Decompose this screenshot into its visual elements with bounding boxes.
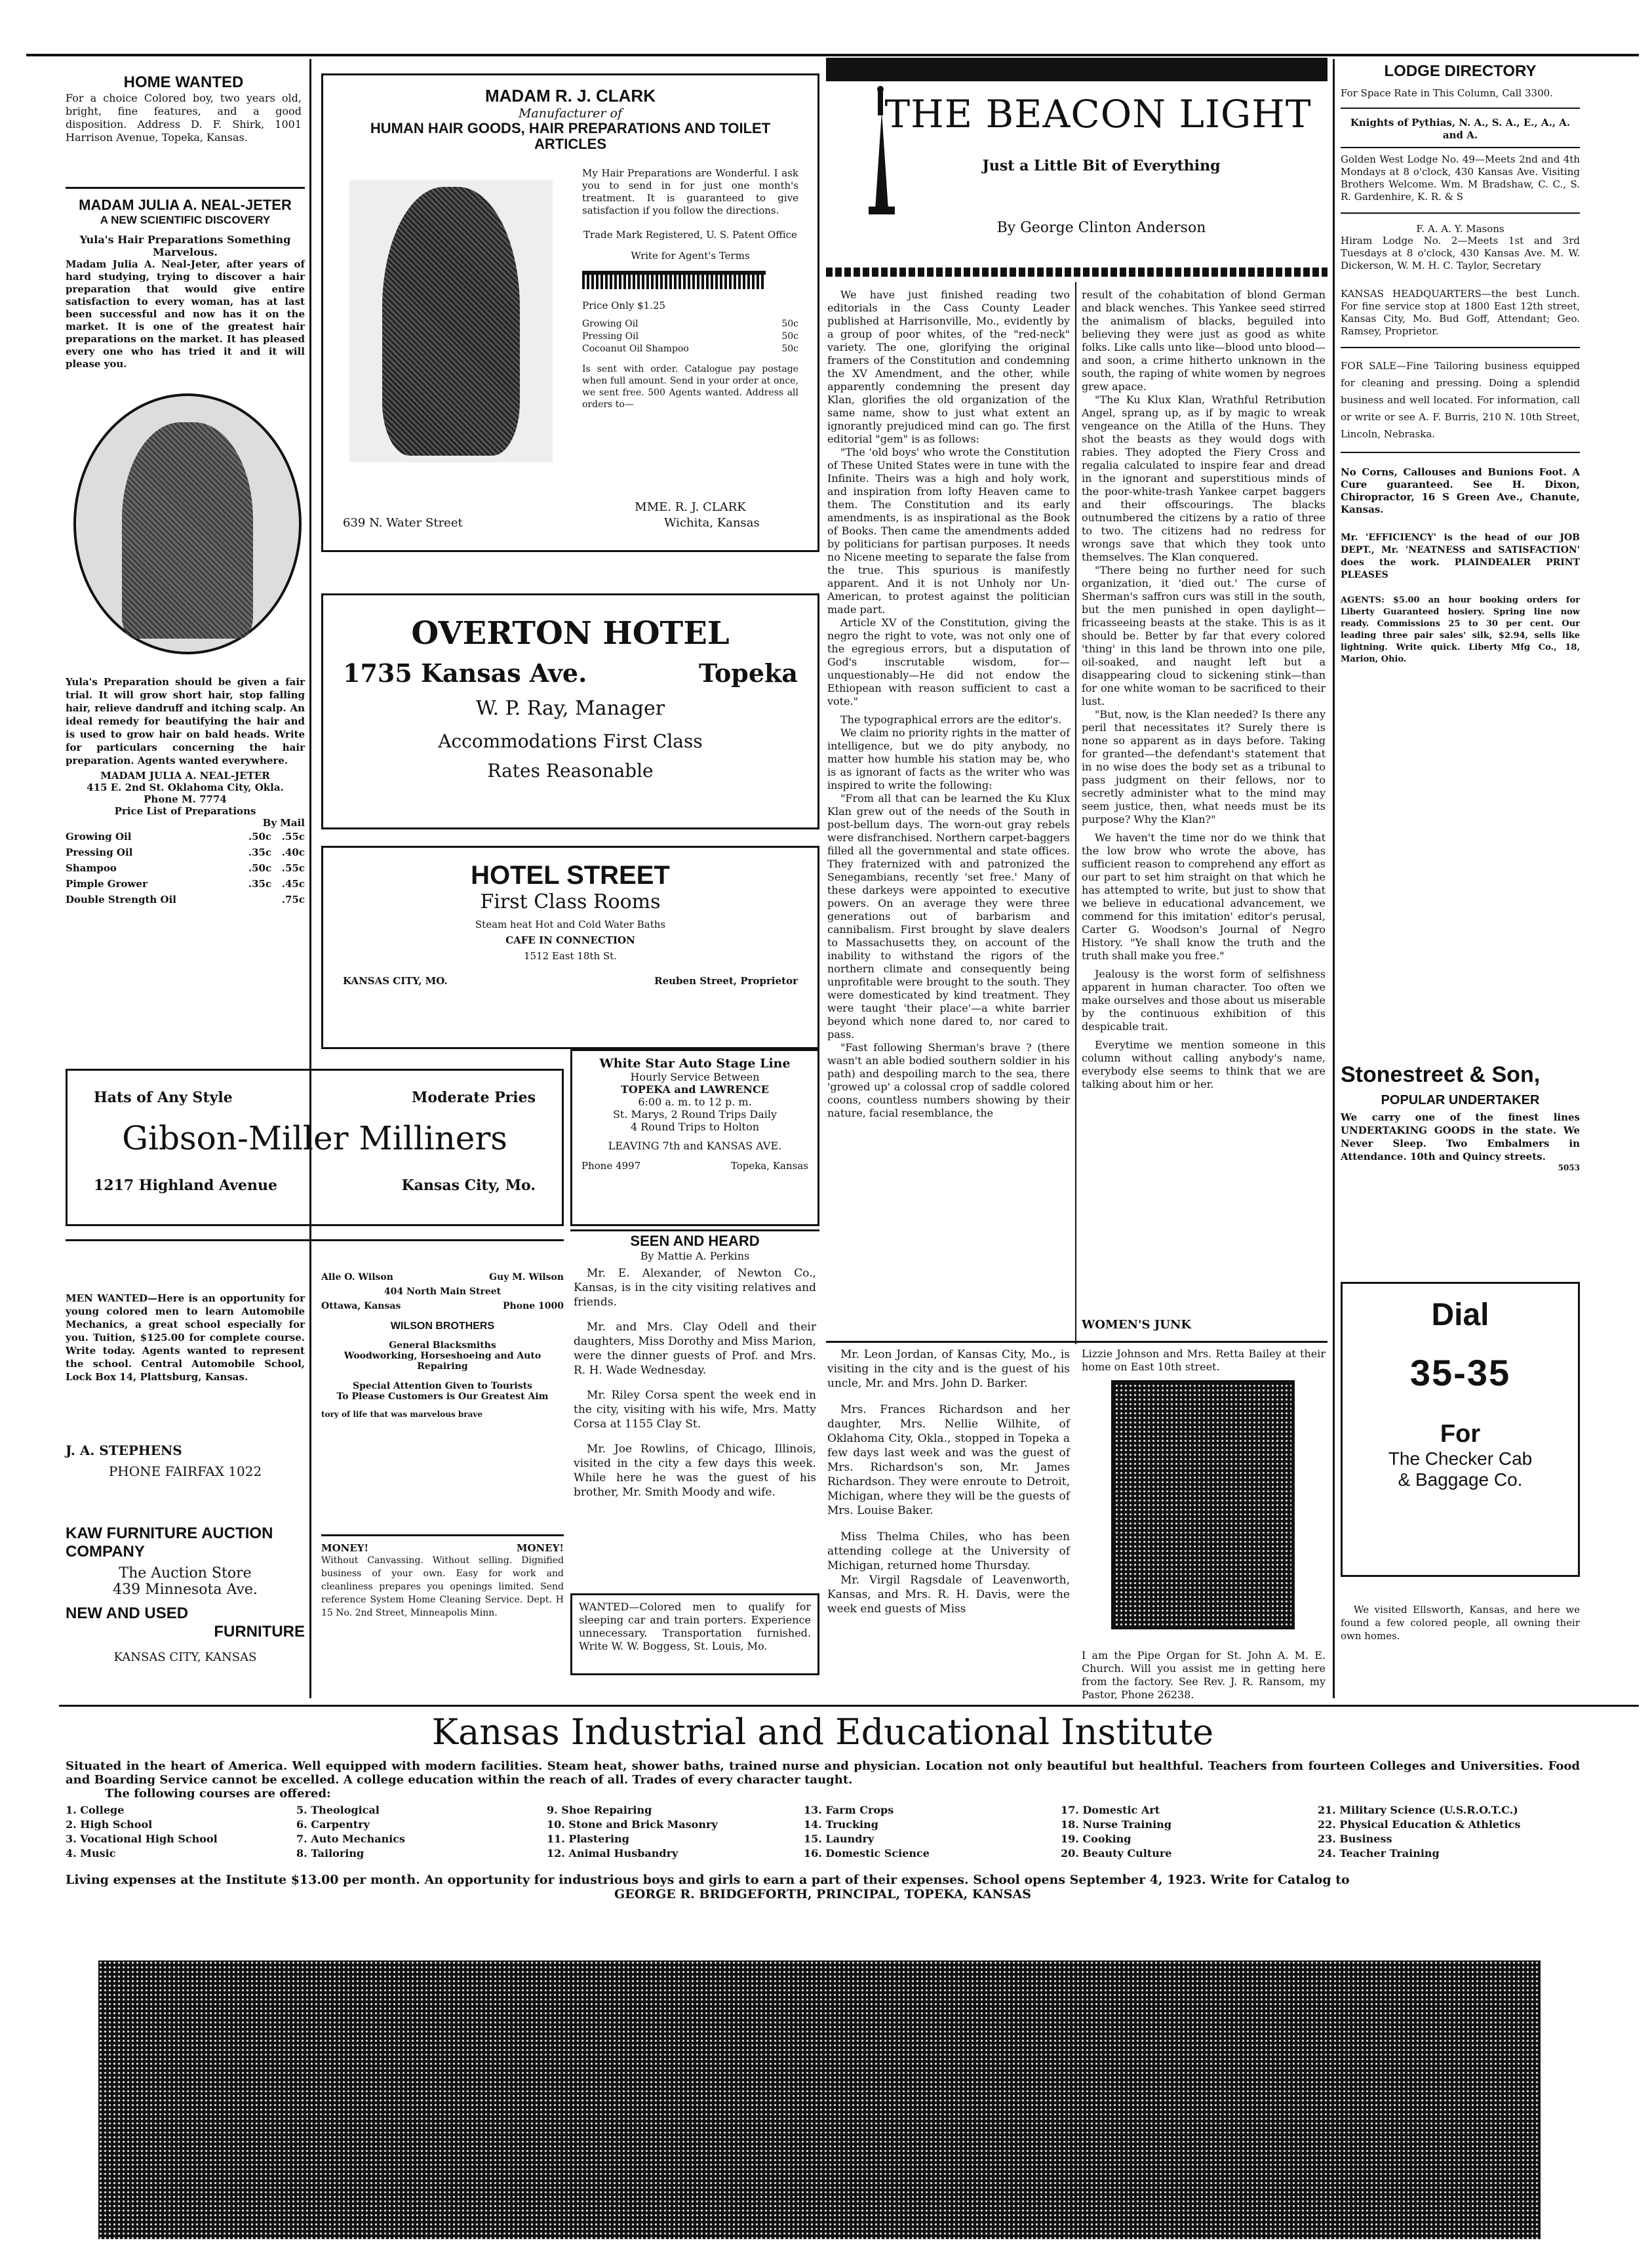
clark-street: 639 N. Water Street [343,516,463,530]
womens-junk: WOMEN'S JUNK [1082,1318,1192,1332]
course-item: 12. Animal Husbandry [547,1847,678,1860]
organ-ad [1082,1347,1326,1701]
home-wanted-body: For a choice Colored boy, two years old, bright, fine features, and a good disposition. Address D. F. Shirk, 1001 Harrison Avenue, Topeka, Kansas. [66,92,302,144]
course-column [66,1803,282,1861]
course-column [296,1803,532,1861]
institute-courses [66,1803,1580,1861]
clark-agents: Write for Agent's Terms [631,250,750,262]
hotel-street-owner: Reuben Street, Proprietor [654,975,798,987]
white-star-ad [570,1049,819,1226]
course-item: 16. Domestic Science [804,1847,930,1860]
hotel-street-subtitle: First Class Rooms [480,890,661,913]
left-column-rule [309,59,311,1698]
clark-price: Price Only $1.25 [582,300,666,311]
course-item: 11. Plastering [547,1833,629,1845]
institute-title: Kansas Industrial and Educational Institute [431,1711,1214,1753]
kaw-l4: FURNITURE [214,1623,305,1641]
divider [1341,347,1580,348]
overton-address: 1735 Kansas Ave. [343,658,587,688]
divider [1341,212,1580,214]
gibson-right: Moderate Pries [412,1089,536,1106]
stephens-name: J. A. STEPHENS [66,1442,182,1458]
comb-icon [582,271,766,289]
lodge-kp: Knights of Pythias, N. A., S. A., E., A., A. and A. [1350,117,1571,141]
wilson-city: Ottawa, Kansas [321,1301,401,1311]
clark-body: My Hair Preparations are Wonderful. I ask you to send in for just one month's treatment. It is guaranteed to give satisfaction if you follow the directions. [582,167,798,216]
clark-trademark: Trade Mark Registered, U. S. Patent Office [583,229,797,241]
kaw-l3: NEW AND USED [66,1604,189,1622]
course-column [1318,1803,1580,1861]
jordan-para: Mr. Leon Jordan, of Kansas City, Mo., is visiting in the city and is the guest of his uncle, Mr. and Mrs. John D. Barker. [827,1348,1070,1390]
course-item: 8. Tailoring [296,1847,364,1860]
beacon-para: "But, now, is the Klan needed? Is there any peril that necessitates it? Surely there is none so apparent as in days before. Taking for granted—the defendant's statement that in no wise does the body set as a tribunal to pass judgment on their fellows, nor to secretly administer what to the mind may seem justice, then, what needs must be its purpose? Why the Klan?" [1082,708,1326,826]
wilson-l5: tory of life that was marvelous brave [321,1410,482,1419]
course-item: 15. Laundry [804,1833,875,1845]
wilson-l3: Special Attention Given to Tourists [352,1381,533,1391]
course-item: 21. Military Science (U.S.R.O.T.C.) [1318,1804,1518,1816]
clark-name: MADAM R. J. CLARK [485,86,656,106]
neal-jeter-phone: Phone M. 7774 [144,793,227,805]
pipe-organ-photo [1111,1380,1295,1629]
stonestreet-ad [1341,1062,1580,1172]
money-body: Without Canvassing. Without selling. Dignified business of your own. Easy for work and cleanliness prepares you openings limited. Send reference System Home Cleaning Service. Dept. H 15 No. 2nd Street, Minneapolis Minn. [321,1555,564,1618]
gibson-address: 1217 Highland Avenue [94,1177,278,1194]
ellsworth-text: We visited Ellsworth, Kansas, and here we found a few colored people, all owning their own homes. [1341,1604,1580,1642]
lodge-forsale: FOR SALE—Fine Tailoring business equipped for cleaning and pressing. Doing a splendid business and well located. For information, call or write or see A. F. Burris, 210 N. 10th Street, Lincoln, Nebraska. [1341,360,1580,440]
overton-manager: W. P. Ray, Manager [475,697,665,720]
neal-jeter-price-list [66,829,305,907]
white-star-l6: LEAVING 7th and KANSAS AVE. [608,1140,782,1152]
hotel-street-l2: CAFE IN CONNECTION [505,934,635,946]
neal-jeter-body-block [66,675,305,907]
institute-top-rule [59,1705,1639,1707]
beacon-bottom-rule [826,1341,1328,1343]
home-wanted-title: HOME WANTED [123,73,244,91]
price-row: Pressing Oil .35c .40c [66,846,305,858]
institute-courses-label: The following courses are offered: [105,1787,331,1800]
jordan-para: Mr. Virgil Ragsdale of Leavenworth, Kansas, and Mrs. R. H. Davis, were the week end guests of Miss [827,1574,1070,1616]
money-left: MONEY! [321,1542,369,1554]
dial-for: For [1440,1420,1481,1448]
neal-jeter-addr-line: 415 E. 2nd St. Oklahoma City, Okla. [87,782,284,793]
kaw-title: KAW FURNITURE AUCTION COMPANY [66,1524,273,1561]
money-ad [321,1542,564,1620]
course-item: 7. Auto Mechanics [296,1833,406,1845]
institute-campus-photo [98,1960,1541,2239]
clark-ad [321,73,819,552]
hotel-street-title: HOTEL STREET [471,861,670,890]
course-item: 23. Business [1318,1833,1392,1845]
lodge-hiram: Hiram Lodge No. 2—Meets 1st and 3rd Tuesdays at 8 o'clock, 430 Kansas Ave. M. W. Dickerson, W. M. H. C. Taylor, Secretary [1341,235,1580,271]
seen-heard-column [574,1233,816,1500]
beacon-para: We have just finished reading two editorials in the Cass County Leader published at Harrisonville, Mo., evidently by a group of poor whites, of the "red-neck" variety. The one, glorifying the original framers of the Constitution and condemning the XV Amendment, and the other, while apparently condemning the present day Klan, glorifies the old organization of the same name, show to just what extent an ignorantly prejudiced mind can go. The first editorial "gem" is as follows: [827,288,1070,445]
divider [570,1229,819,1231]
dial-l2: & Baggage Co. [1398,1469,1523,1490]
clark-item: Pressing Oil 50c [582,331,798,342]
lodge-hq: KANSAS HEADQUARTERS—the best Lunch. For fine service stop at 1800 East 12th street, Kansas City, Mo. Bud Goff, Attendant; Geo. Ramsey, Proprietor. [1341,288,1580,337]
men-wanted-ad [66,1292,305,1383]
beacon-col1 [827,288,1070,1338]
institute-expenses: Living expenses at the Institute $13.00 per month. An opportunity for industrious boys and girls to earn a part of their expenses. School opens September 4, 1923. Write for Catalog to [66,1873,1350,1887]
ellsworth-note [1341,1603,1580,1642]
right-column-rule [1333,59,1335,1698]
beacon-subtitle: Just a Little Bit of Everything [982,157,1221,174]
clark-note: Is sent with order. Catalogue pay postage when full amount. Send in your order at once, we sent free. 500 Agents wanted. Address all orders to— [582,364,798,410]
seen-heard-para: Mr. Riley Corsa spent the week end in the city, visiting with his wife, Mrs. Matty Corsa at 1155 Clay St. [574,1389,816,1431]
kaw-city: KANSAS CITY, KANSAS [113,1650,257,1664]
institute-principal: GEORGE R. BRIDGEFORTH, PRINCIPAL, TOPEKA, KANSAS [614,1887,1031,1901]
organ-text: I am the Pipe Organ for St. John A. M. E. Church. Will you assist me in getting here from the factory. See Rev. J. R. Ransom, my Pastor, Phone 26238. [1082,1649,1326,1701]
clark-items [582,318,798,355]
course-item: 13. Farm Crops [804,1804,894,1816]
portrait-shading [382,187,520,456]
overton-city: Topeka [699,658,798,688]
neal-jeter-portrait [73,393,302,654]
jordan-column [827,1347,1070,1616]
clark-portrait [349,180,553,462]
overton-title: OVERTON HOTEL [411,615,730,652]
stephens-phone: PHONE FAIRFAX 1022 [108,1463,262,1479]
divider [1341,108,1580,109]
home-wanted-ad [66,73,302,144]
seen-heard-para: Mr. E. Alexander, of Newton Co., Kansas, is in the city visiting relatives and friends. [574,1267,816,1309]
neal-jeter-list-title: Price List of Preparations [114,805,256,817]
gibson-miller-ad [66,1069,564,1226]
course-item: 20. Beauty Culture [1061,1847,1172,1860]
course-item: 9. Shoe Repairing [547,1804,652,1816]
wilson-ad [321,1272,564,1419]
beacon-para: "The 'old boys' who wrote the Constitution of These United States were in tune with the Infinite. Theirs was a high and holy work, and inspiration from lofty Heaven came to them. The Constitution and its early amendments, is as inspirational as the Book of Books. Then came the amendments added by politicians for partisan purposes. It needs no Nicene meeting to separate the false from the true. This spurious is manifestly apparent. And it is not Unholy nor Un-American, to protest against the politician made part. [827,446,1070,616]
course-item: 18. Nurse Training [1061,1818,1171,1831]
course-item: 3. Vocational High School [66,1833,218,1845]
hotel-street-l1: Steam heat Hot and Cold Water Baths [475,919,666,930]
stonestreet-num: 5053 [1558,1163,1580,1172]
overton-hotel-ad [321,593,819,829]
course-item: 14. Trucking [804,1818,878,1831]
divider [1341,147,1580,148]
seen-heard-byline: By Mattie A. Perkins [640,1250,750,1262]
price-row: Shampoo .50c .55c [66,862,305,874]
beacon-para: "There being no further need for such organization, it 'died out.' The curse of Sherman's saffron curs was still in the south, but the men punished in open daylight—fricasseeing beasts at the stake. This is as it should be. Better by far that every colored 'thing' in this land be thrown into one pile, oil-soaked, and naught left but a disappearing cloud to sickening stink—than for one white woman to be sacrificed to their lust. [1082,564,1326,707]
beacon-para: Article XV of the Constitution, giving the negro the right to vote, was not only one of the egregious errors, but a disputation of God's inscrutable wisdom, for—unquestionably—He did not endow the Ethiopean with reason sufficient to cast a vote." [827,616,1070,707]
lodge-space: For Space Rate in This Column, Call 3300. [1341,87,1553,99]
top-rule [26,54,1639,56]
hotel-street-ad [321,846,819,1049]
lodge-agents: AGENTS: $5.00 an hour booking orders for Liberty Guaranteed hosiery. Spring line now ready. Commissions 25 to 30 per cent. Our leading three pair sales' silk, $2.94, sells like lightning. Write quick. Liberty Mfg Co., 18, Marion, Ohio. [1341,595,1580,664]
white-star-l1: Hourly Service Between [630,1071,760,1083]
course-item: 17. Domestic Art [1061,1804,1160,1816]
wilson-l1: General Blacksmiths [389,1340,496,1351]
lodge-title: LODGE DIRECTORY [1384,62,1537,80]
price-row: Pimple Grower .35c .45c [66,878,305,890]
course-item: 19. Cooking [1061,1833,1131,1845]
neal-jeter-ad [66,197,305,370]
institute-ad [66,1711,1580,1901]
beacon-para: We haven't the time nor do we think that the low brow who wrote the above, has sufficient reason to comprehend any effort as our part to set him straight on that which he has attempted to write, but just to show that we believe in educational advancement, we commend for this imitation' editor's perusal, Carter G. Woodson's Journal of Negro History. "Ye shall know the truth and the truth shall make you free." [1082,831,1326,962]
lodge-golden: Golden West Lodge No. 49—Meets 2nd and 4th Mondays at 8 o'clock, 430 Kansas Ave. Visiting Brothers Welcome. Wm. M Bradshaw, C. C., S. R. Gardenhire, K. R. & S [1341,153,1580,203]
beacon-gutter [1075,282,1076,1344]
clark-item: Cocoanut Oil Shampoo 50c [582,344,798,354]
white-star-phone: Phone 4997 [581,1160,641,1172]
wilson-title: WILSON BROTHERS [390,1321,495,1332]
seen-heard-para: Mr. Joe Rowlins, of Chicago, Illinois, visited in the city a few days this week. While here he was the guest of his brother, Mr. Smith Moody and wife. [574,1442,816,1499]
course-column [1061,1803,1303,1861]
course-column [804,1803,1046,1861]
beacon-para: Jealousy is the worst form of selfishness apparent in human character. Too often we make ourselves and those about us miserable by the continuous exhibition of this despicable trait. [1082,968,1326,1033]
institute-intro: Situated in the heart of America. Well equipped with modern facilities. Steam heat, shower baths, trained nurse and physician. Location not only beautiful but healthful. Teachers from fourteen Colleges and Universities. Food and Boarding Service cannot be excelled. A college education within the reach of all. Trades of every character taught. [66,1759,1580,1787]
dial-l1: The Checker Cab [1388,1448,1533,1469]
divider [66,1239,564,1241]
beacon-para: The typographical errors are the editor's. [840,713,1062,726]
white-star-title: White Star Auto Stage Line [599,1056,791,1071]
lodge-faay: F. A. A. Y. Masons [1416,223,1504,235]
clark-sig: MME. R. J. CLARK [635,500,746,514]
beacon-title: THE BEACON LIGHT [884,92,1312,136]
beacon-para: Everytime we mention someone in this column without calling anybody's name, everybody else seems to think that we are talking about him or her. [1082,1039,1326,1090]
seen-heard-para: Mr. and Mrs. Clay Odell and their daughters, Miss Dorothy and Miss Marion, were the dinner guests of Prof. and Mrs. R. H. Wade Wednesday. [574,1321,816,1377]
wanted-porters-body: WANTED—Colored men to qualify for sleeping car and train porters. Experience unnecessary. Transportation furnished. Write W. W. Boggess, St. Louis, Mo. [579,1601,811,1652]
kaw-furniture-ad [66,1524,305,1664]
kaw-l1: The Auction Store [119,1565,252,1582]
stephens-ad [66,1442,305,1479]
neal-jeter-title: MADAM JULIA A. NEAL-JETER [79,197,292,213]
neal-jeter-by-mail: By Mail [262,817,305,829]
jordan-para: Mrs. Frances Richardson and her daughter, Mrs. Nellie Wilhite, of Oklahoma City, Okla., stopped in Topeka a few days last week and was the guest of Mrs. Richardson's son, Mr. James Richardson. They were enroute to Detroit, Michigan, where they will be the guests of Mrs. Louise Baker. [827,1403,1070,1517]
white-star-l2: TOPEKA and LAWRENCE [621,1083,769,1096]
wilson-phone: Phone 1000 [503,1301,564,1311]
price-row: Growing Oil .50c .55c [66,831,305,843]
neal-jeter-subtitle: A NEW SCIENTIFIC DISCOVERY [100,214,271,226]
white-star-l4: St. Marys, 2 Round Trips Daily [612,1108,777,1121]
course-item: 2. High School [66,1818,153,1831]
lizzie-note: Lizzie Johnson and Mrs. Retta Bailey at their home on East 10th street. [1082,1347,1326,1373]
hotel-street-l3: 1512 East 18th St. [524,950,617,962]
course-item: 24. Teacher Training [1318,1847,1440,1860]
lodge-directory [1341,62,1580,666]
clark-line1: Manufacturer of [518,106,623,121]
dial-cab-ad [1341,1282,1580,1577]
neal-jeter-tagline: Yula's Hair Preparations Something Marvelous. [79,233,291,258]
price-row: Double Strength Oil .75c [66,894,305,905]
jordan-para: Miss Thelma Chiles, who has been attending college at the University of Michigan, returned home Thursday. [827,1530,1070,1572]
neal-jeter-intro: Madam Julia A. Neal-Jeter, after years of hard studying, trying to discover a hair preparation that would give entire satisfaction to every woman, has at last been successful and now has it on the market. It is one of the greatest hair preparations on the market. It has pleased every one who has tried it and it will please you. [66,258,305,370]
wanted-porters-ad [570,1593,819,1675]
beacon-top-bar [826,58,1328,81]
divider [66,187,305,189]
beacon-byline: By George Clinton Anderson [996,220,1206,236]
stonestreet-body: We carry one of the finest lines UNDERTAKING GOODS in the state. We Never Sleep. Two Embalmers in Attendance. 10th and Quincy streets. [1341,1111,1580,1163]
clark-line2: HUMAN HAIR GOODS, HAIR PREPARATIONS AND TOILET ARTICLES [370,120,771,152]
stonestreet-sub: POPULAR UNDERTAKER [1381,1093,1540,1107]
men-wanted-body: MEN WANTED—Here is an opportunity for young colored men to learn Automobile Mechanics, a great school especially for you. Tuition, $125.00 for complete course. Write today. Agents wanted to represent the school. Central Automobile School, Lock Box 14, Plattsburg, Kansas. [66,1292,305,1383]
lodge-corns: No Corns, Callouses and Bunions Foot. A Cure guaranteed. See H. Dixon, Chiropractor, 16 S Green Ave., Chanute, Kansas. [1341,466,1580,515]
hotel-street-city: KANSAS CITY, MO. [343,975,448,987]
kaw-l2: 439 Minnesota Ave. [113,1582,258,1598]
overton-line1: Accommodations First Class [438,730,703,752]
neal-jeter-body: Yula's Preparation should be given a fair trial. It will grow short hair, stop falling hair, relieve dandruff and itching scalp. An ideal remedy for beautifying the hair and is used to grow hair on bald heads. Write for particulars concerning the hair preparation. Agents wanted everywhere. [66,676,305,766]
overton-line2: Rates Reasonable [487,760,654,782]
course-item: 4. Music [66,1847,116,1860]
divider [321,1534,564,1536]
beacon-para: We claim no priority rights in the matter of intelligence, but we do pity anybody, no matter how humble his station may be, who is as ignorant of facts as the writer who was inspired to write the following: [827,726,1070,791]
beacon-para: "From all that can be learned the Ku Klux Klan grew out of the needs of the South in post-bellum days. The worn-out gray rebels were disfranchised. Northern carpet-baggers filled all the governmental and state offices. They fraternized with and patronized the Senegambians, recently 'set free.' Many of these darkeys were appointed to executive powers. On an average they were three generations out of barbarism and cannibalism. First brought by slave dealers to Massachusetts they, on account of the inability to withstand the rigors of the northern climate and consequently being unprofitable were brought to the south. They were domesticated by kind treatment. They were taught 'their place'—a white barrier beyond which none dared to, nor cared to pass. [827,792,1070,1041]
wilson-l4: To Please Customers is Our Greatest Aim [336,1391,549,1402]
white-star-l3: 6:00 a. m. to 12 p. m. [638,1096,752,1108]
clark-city: Wichita, Kansas [664,516,760,530]
course-column [547,1803,789,1861]
dial-number: 35-35 [1409,1352,1511,1393]
gibson-title: Gibson-Miller Milliners [122,1119,507,1157]
wilson-l2: Woodworking, Horseshoeing and Auto Repairing [344,1351,541,1372]
gibson-left: Hats of Any Style [94,1089,233,1106]
stonestreet-title: Stonestreet & Son, [1341,1062,1541,1087]
lodge-efficiency: Mr. 'EFFICIENCY' is the head of our JOB DEPT., Mr. 'NEATNESS and SATISFACTION' does the work. PLAINDEALER PRINT PLEASES [1341,532,1580,580]
white-star-city: Topeka, Kansas [730,1160,808,1172]
wilson-top-right: Guy M. Wilson [489,1272,564,1283]
course-item: 22. Physical Education & Athletics [1318,1818,1521,1831]
seen-heard-title: SEEN AND HEARD [630,1233,760,1249]
clark-text [582,167,798,410]
clark-item: Growing Oil 50c [582,319,798,329]
beacon-col2 [1082,288,1326,1315]
course-item: 6. Carpentry [296,1818,370,1831]
course-item: 5. Theological [296,1804,380,1816]
course-item: 1. College [66,1804,125,1816]
gibson-city: Kansas City, Mo. [401,1177,536,1194]
course-item: 10. Stone and Brick Masonry [547,1818,718,1831]
white-star-l5: 4 Round Trips to Holton [630,1121,760,1133]
money-right: MONEY! [516,1542,564,1554]
portrait-shading [122,422,253,639]
beacon-para: "Fast following Sherman's brave ? (there wasn't an able bodied southern soldier in his path) and despoiling march to the sea, there 'growed up' a colossal crop of saddle colored coons, countless numbers showing by their nature, facial resemblance, the [827,1041,1070,1119]
beacon-header-bottom [826,268,1328,277]
neal-jeter-addr-name: MADAM JULIA A. NEAL-JETER [100,770,270,782]
wilson-address: 404 North Main Street [384,1286,502,1297]
beacon-para: result of the cohabitation of blond German and black wenches. This Yankee seed stirred the animalism of blacks, beguiled into believing they were just as good as white folks. Like calls unto like—blood unto blood—and soon, a crime hitherto unknown in the south, the raping of white women by negroes grew apace. [1082,288,1326,393]
divider [1341,452,1580,453]
wilson-top-left: Alle O. Wilson [321,1272,393,1283]
beacon-para: "The Ku Klux Klan, Wrathful Retribution Angel, sprang up, as if by magic to wreak vengeance on the Atilla of the Huns. They shot the beasts as they would dogs with rabies. They adopted the Fiery Cross and regalia calculated to inspire fear and dread in the ignorant and superstitious minds of the poor-white-trash Yankee carpet baggers and their offscourings. The blacks outnumbered the citizens by a ratio of three to two. The citizens had no redress for wrongs save that which they took unto themselves. The Klan conquered. [1082,393,1326,563]
dial-title: Dial [1431,1298,1489,1332]
